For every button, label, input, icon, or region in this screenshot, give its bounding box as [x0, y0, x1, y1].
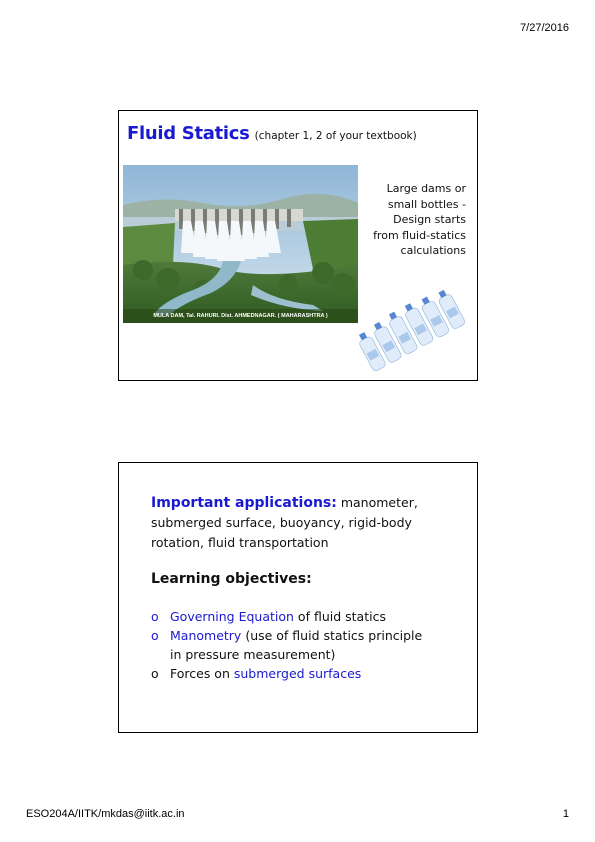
slide-2: [118, 462, 478, 733]
side-text-line: small bottles -: [387, 197, 466, 211]
side-text-line: from fluid-statics: [373, 228, 466, 242]
slide-1: [118, 110, 478, 381]
page-number: 1: [562, 808, 569, 820]
objective-text: in pressure measurement): [170, 647, 336, 662]
objective-highlight: Governing Equation: [170, 609, 294, 624]
side-text-line: Design starts: [393, 213, 466, 226]
dam-photo: [123, 165, 358, 323]
objective-highlight: submerged surfaces: [233, 666, 362, 681]
applications-text: submerged surface, buoyancy, rigid-body: [151, 515, 412, 530]
objective-text: Forces on: [170, 666, 230, 681]
photo-caption: MULA DAM, Tal. RAHURI. Dist. AHMEDNAGAR. ( MAHARASHTRA ): [123, 309, 358, 323]
bullet-marker: o: [151, 666, 159, 681]
side-text-line: Large dams or: [386, 182, 466, 195]
slide-side-text: [356, 181, 466, 259]
list-item: [151, 607, 461, 626]
page-date: 7/27/2016: [520, 22, 569, 34]
list-item: [151, 626, 461, 664]
slide-title: [127, 123, 417, 144]
footer-author: ESO204A/IITK/mkdas@iitk.ac.in: [26, 808, 185, 820]
title-subtitle: (chapter 1, 2 of your textbook): [254, 130, 417, 142]
bullet-marker: o: [151, 628, 159, 643]
applications-text: rotation, fluid transportation: [151, 535, 329, 550]
list-item: [151, 664, 461, 683]
applications-paragraph: [151, 493, 451, 553]
objectives-heading: Learning objectives:: [151, 571, 312, 587]
objectives-list: [151, 607, 461, 683]
bottles-image: [351, 281, 476, 379]
objective-text: of fluid statics: [297, 609, 386, 624]
title-main: Fluid Statics: [127, 123, 250, 144]
objective-text: (use of fluid statics principle: [245, 628, 423, 643]
applications-text: manometer,: [340, 495, 418, 510]
side-text-line: calculations: [400, 244, 466, 257]
applications-heading: Important applications:: [151, 495, 337, 511]
objective-highlight: Manometry: [170, 628, 242, 643]
bullet-marker: o: [151, 609, 159, 624]
